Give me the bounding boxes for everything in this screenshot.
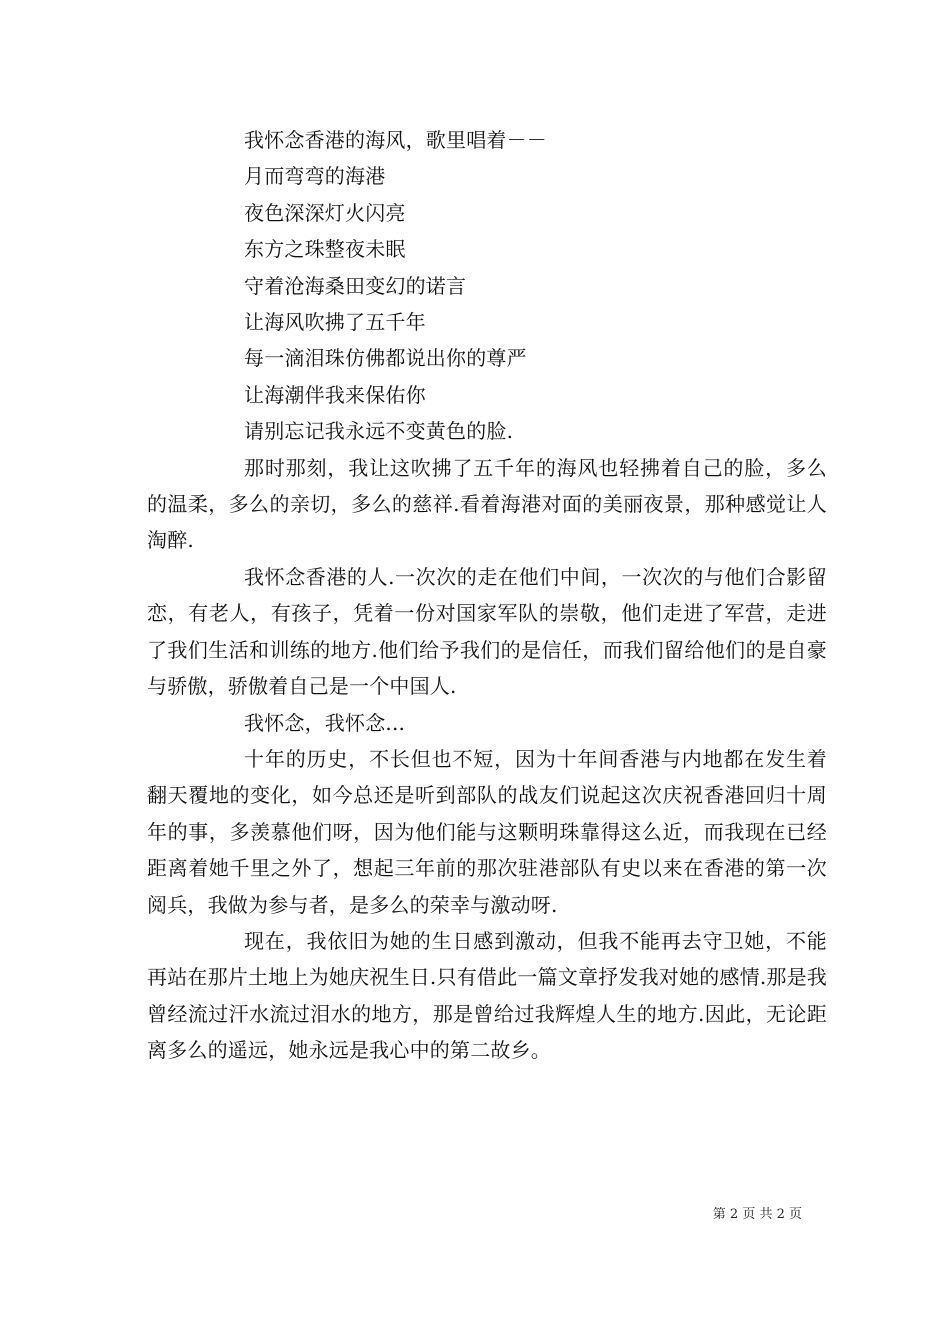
- poem-line: 让海潮伴我来保佑你: [244, 382, 426, 407]
- poem-line: 我怀念香港的海风，歌里唱着－－: [244, 128, 547, 152]
- poem-line: 让海风吹拂了五千年: [244, 310, 426, 335]
- paragraph-hometown: 现在，我依旧为她的生日感到激动，但我不能再去守卫她，不能再站在那片土地上为她庆祝生日.只有借此一篇文章抒发我对她的感情.那是我曾经流过汗水流过泪水的地方，那是曾给过我辉煌人生的地方.因此，无论距离多么的遥远，她永远是我心中的第二故乡。: [147, 928, 827, 1063]
- poem-line: 东方之珠整夜未眠: [244, 237, 406, 262]
- document-body: [147, 122, 827, 1069]
- paragraph-people: 我怀念香港的人.一次次的走在他们中间，一次次的与他们合影留恋，有老人，有孩子，凭着一份对国家军队的崇敬，他们走进了军营，走进了我们生活和训练的地方.他们给予我们的是信任，而我们留给他们的是自豪与骄傲，骄傲着自己是一个中国人.: [147, 564, 827, 699]
- poem-line: 月而弯弯的海港: [244, 164, 386, 189]
- poem-line: 请别忘记我永远不变黄色的脸.: [244, 419, 514, 444]
- paragraph-history: 十年的历史，不长但也不短，因为十年间香港与内地都在发生着翻天覆地的变化，如今总还是听到部队的战友们说起这次庆祝香港回归十周年的事，多羡慕他们呀，因为他们能与这颗明珠靠得这么近，而我现在已经距离着她千里之外了，想起三年前的那次驻港部队有史以来在香港的第一次阅兵，我做为参与者，是多么的荣幸与激动呀.: [147, 746, 827, 917]
- poem-line: 守着沧海桑田变幻的诺言: [244, 273, 467, 298]
- poem-line: 每一滴泪珠仿佛都说出你的尊严: [244, 346, 527, 371]
- poem-line: 夜色深深灯火闪亮: [244, 200, 406, 225]
- page-number: 第 2 页 共 2 页: [712, 1207, 802, 1222]
- paragraph-sea-breeze: 那时那刻，我让这吹拂了五千年的海风也轻拂着自己的脸，多么的温柔，多么的亲切，多么的慈祥.看着海港对面的美丽夜景，那种感觉让人淘醉.: [147, 455, 827, 553]
- paragraph-missing: 我怀念，我怀念...: [244, 710, 406, 735]
